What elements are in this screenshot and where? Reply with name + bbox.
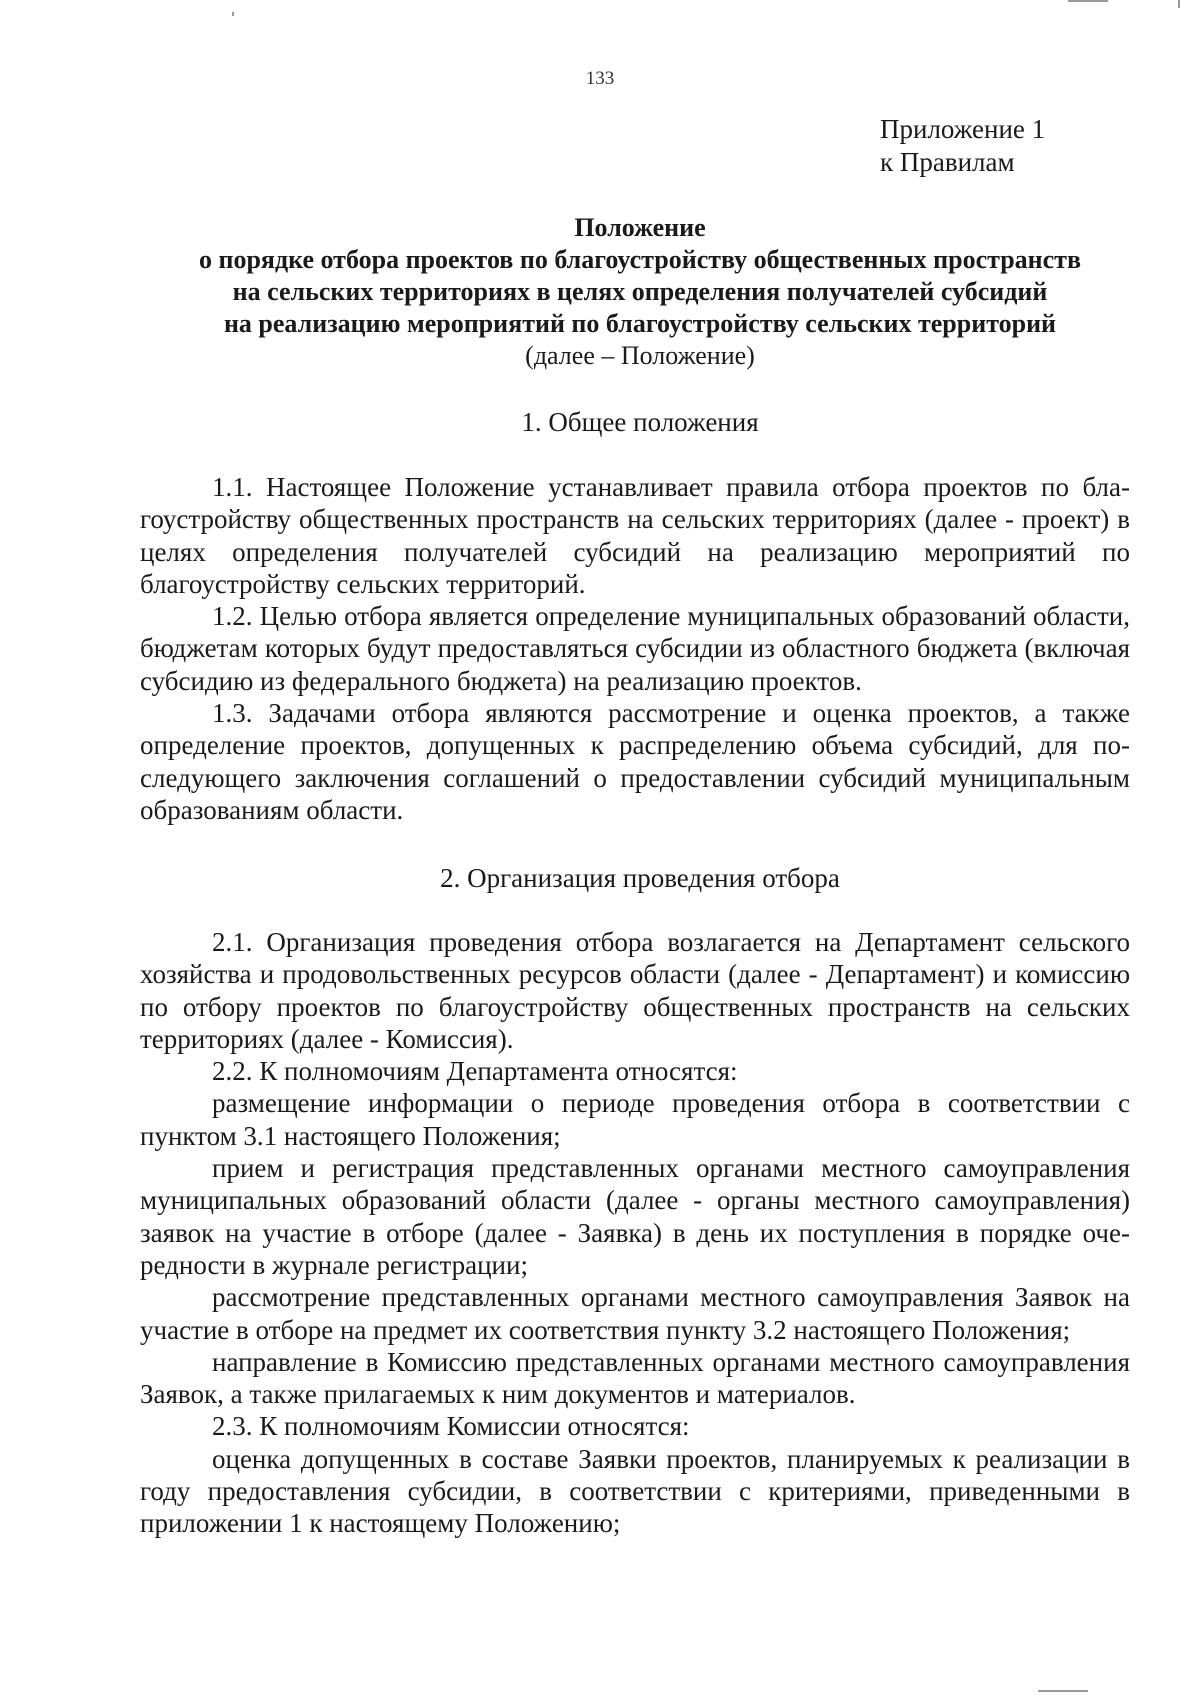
- scan-artifact-bottom-right: [1038, 1690, 1088, 1692]
- document-title: [140, 212, 1140, 372]
- title-line-4: на реализацию мероприятий по благоустройству сельских территорий: [223, 309, 1057, 338]
- page-number: 133: [585, 68, 615, 89]
- appendix-reference: [880, 113, 1045, 179]
- section-2-body: [140, 926, 1130, 1540]
- title-line-3: на сельских территориях в целях определения получателей субсидий: [232, 277, 1048, 306]
- paragraph-2-2-item-1: размещение информации о периоде проведения отбора в соответствии с пунктом 3.1 настоящего Положения;: [140, 1088, 1130, 1151]
- paragraph-1-1: 1.1. Настоящее Положение устанавливает правила отбора проектов по благоустройству общественных пространств на сельских территориях (далее - проект) в целях определения получателей субсидий на реализацию мероприятий по благоустройству сельских территорий.: [140, 472, 1130, 599]
- paragraph-2-2-item-3: рассмотрение представленных органами местного самоуправления Заявок на участие в отборе на предмет их соответствия пункту 3.2 настоящего Положения;: [140, 1282, 1130, 1345]
- title-line-2: о порядке отбора проектов по благоустройству общественных пространств: [198, 245, 1081, 274]
- section-1-body: [140, 471, 1130, 826]
- scan-artifact-top-left: [232, 12, 234, 16]
- paragraph-2-3: 2.3. К полномочиям Комиссии относятся:: [212, 1411, 690, 1442]
- paragraph-2-2: 2.2. К полномочиям Департамента относятся:: [212, 1056, 738, 1087]
- section-2-heading: 2. Организация проведения отбора: [440, 863, 840, 893]
- paragraph-1-3: 1.3. Задачами отбора являются рассмотрение и оценка проектов, а также определение проектов, допущенных к распределению объема субсидий, для последующего заключения соглашений о предоставлении субсидий муниципальным образованиям области.: [140, 698, 1130, 825]
- paragraph-2-2-item-4: направление в Комиссию представленных органами местного самоуправления Заявок, а также прилагаемых к ним документов и материалов.: [140, 1346, 1130, 1410]
- paragraph-1-2: 1.2. Целью отбора является определение муниципальных образований области, бюджетам которых будут предоставляться субсидии из областного бюджета (включая субсидию из федерального бюджета) на реализацию проектов.: [140, 601, 1130, 696]
- paragraph-2-1: 2.1. Организация проведения отбора возлагается на Департамент сельского хозяйства и продовольственных ресурсов области (далее - Департамент) и комиссию по отбору проектов по благоустройству общественных пространств на сельских территориях (далее - Комиссия).: [140, 927, 1130, 1054]
- paragraph-2-2-item-2: прием и регистрация представленных органами местного самоуправления муниципальных образований области (далее - органы местного самоуправления) заявок на участие в отборе (далее - Заявка) в день их поступления в порядке очередности в журнале регистрации;: [140, 1153, 1130, 1280]
- title-line-1: Положение: [574, 213, 706, 242]
- scan-artifact-top-right: [1068, 0, 1108, 2]
- appendix-line-1: Приложение 1: [880, 114, 1046, 144]
- section-1-heading: 1. Общее положения: [521, 407, 759, 437]
- title-line-5: (далее – Положение): [525, 341, 755, 370]
- appendix-line-2: к Правилам: [880, 147, 1015, 177]
- scan-artifact-right-edge: [1178, 0, 1180, 8]
- paragraph-2-3-item-1: оценка допущенных в составе Заявки проектов, планируемых к реализации в году предоставления субсидии, в соответствии с критериями, приведенными в приложении 1 к настоящему Положению;: [140, 1443, 1130, 1539]
